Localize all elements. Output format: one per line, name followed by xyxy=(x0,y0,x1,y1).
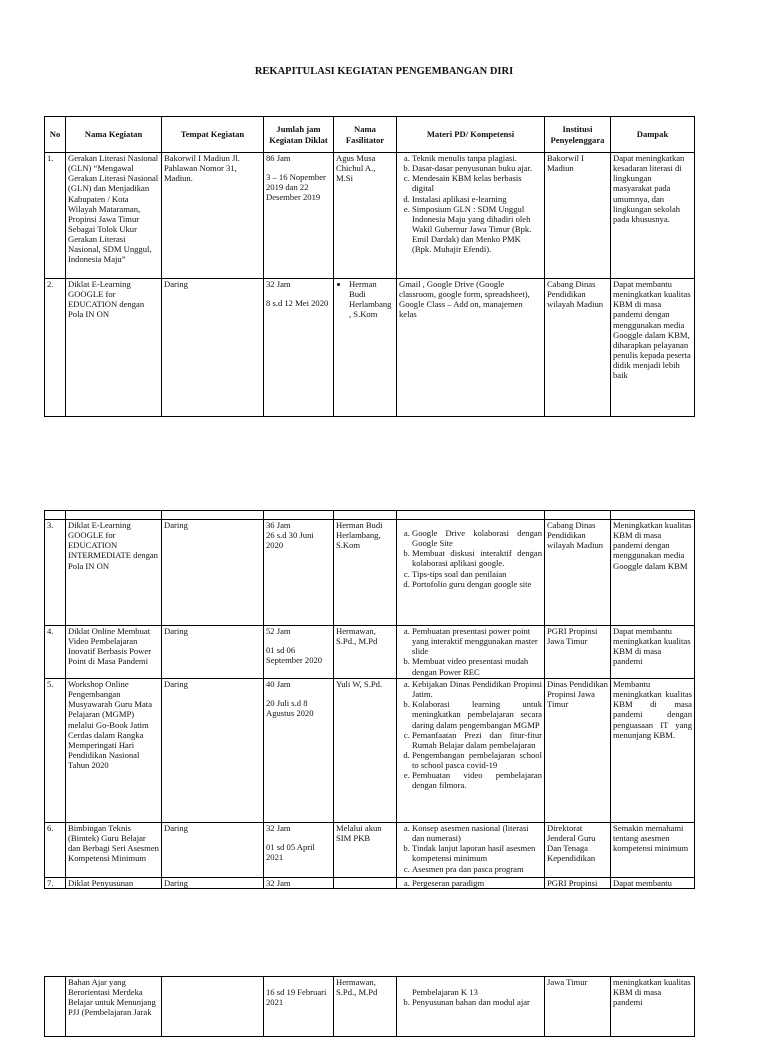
rekap-table-page-2 xyxy=(44,510,695,889)
materi-item: d. Pengembangan pembelajaran school to school pasca covid-19 xyxy=(412,750,542,770)
jam-total: 52 Jam xyxy=(266,626,291,636)
header-nama-kegiatan: Nama Kegiatan xyxy=(66,117,162,153)
materi-item: a. Teknik menulis tanpa plagiasi. xyxy=(412,153,542,163)
cell-dampak: meningkatkan kualitas KBM di masa pandemi xyxy=(611,977,695,1037)
cell-nama-kegiatan: Diklat Penyusunan xyxy=(66,878,162,889)
cell-nama-kegiatan: Diklat Online Membuat Video Pembelajaran Inovatif Berbasis Power Point di Masa Pandemi xyxy=(66,626,162,679)
jam-total: 32 Jam xyxy=(266,279,291,289)
cell-fasilitator: Hermawan, S.Pd., M.Pd xyxy=(334,626,397,679)
materi-item: d. Portofolio guru dengan google site xyxy=(412,579,542,589)
materi-item: Pembelajaran K 13 xyxy=(412,987,478,997)
cell-fasilitator: Hermawan, S.Pd., M.Pd xyxy=(334,977,397,1037)
table-row xyxy=(45,823,695,878)
table-row xyxy=(45,977,695,1037)
materi-item: a. Pergeseran paradigm xyxy=(412,878,542,888)
table-spacer-row xyxy=(45,511,695,520)
cell-tempat: Bakorwil I Madiun Jl. Pahlawan Nomor 31, Madiun. xyxy=(162,153,264,279)
cell-institusi: Direktorat Jenderal Guru Dan Tenaga Kependidikan xyxy=(545,823,611,878)
cell-institusi: PGRI Propinsi xyxy=(545,878,611,889)
cell-nama-kegiatan: Bahan Ajar yang Berorientasi Merdeka Belajar untuk Menunjang PJJ (Pembelajaran Jarak xyxy=(66,977,162,1037)
materi-item: b. Penyusunan bahan dan modul ajar xyxy=(412,997,542,1007)
jam-total: 40 Jam xyxy=(266,679,291,689)
table-row xyxy=(45,679,695,823)
materi-item: b. Membuat diskusi interaktif dengan kolaborasi aplikasi google. xyxy=(412,548,542,568)
cell-fasilitator xyxy=(334,878,397,889)
header-jumlah-jam: Jumlah jam Kegiatan Diklat xyxy=(264,117,334,153)
cell-no: 1. xyxy=(45,153,66,279)
materi-item: a. Pembuatan presentasi power point yang interaktif menggunakan master slide xyxy=(412,626,542,656)
cell-nama-kegiatan: Gerakan Literasi Nasional (GLN) “Mengawal Gerakan Literasi Nasional (GLN) dan Menjadikan Kabupaten / Kota Wilayah Mataraman, Propinsi Jawa Timur Sebagai Tolok Ukur Gerakan Literasi Nasional, SDM Unggul, Indonesia Maju” xyxy=(66,153,162,279)
cell-no: 2. xyxy=(45,279,66,417)
cell-tempat: Daring xyxy=(162,878,264,889)
cell-dampak: Meningkatkan kualitas KBM di masa pandemi dengan menggunakan media Googgle dalam KBM xyxy=(611,520,695,626)
materi-item: a. Kebijakan Dinas Pendidikan Propinsi Jatim. xyxy=(412,679,542,699)
cell-institusi: Dinas Pendidikan Propinsi Jawa Timur xyxy=(545,679,611,823)
cell-dampak: Dapat meningkatkan kesadaran literasi di lingkungan masyarakat pada umumnya, dan lingkungan sekolah pada khususnya. xyxy=(611,153,695,279)
cell-dampak: Dapat membantu xyxy=(611,878,695,889)
jam-tanggal: 20 Juli s.d 8 Agustus 2020 xyxy=(266,698,314,719)
cell-institusi: PGRI Propinsi Jawa Timur xyxy=(545,626,611,679)
jam-tanggal: 8 s.d 12 Mei 2020 xyxy=(266,298,329,309)
cell-materi xyxy=(397,153,545,279)
table-row xyxy=(45,878,695,889)
jam-total: 32 Jam xyxy=(266,823,291,833)
cell-no: 6. xyxy=(45,823,66,878)
jam-tanggal: 16 sd 19 Februari 2021 xyxy=(266,987,327,1008)
header-no: No xyxy=(45,117,66,153)
cell-materi xyxy=(397,977,545,1037)
cell-materi: Gmail , Google Drive (Google classroom, google form, spreadsheet), Google Class – Add on, manajemen kelas xyxy=(397,279,545,417)
cell-materi xyxy=(397,878,545,889)
rekap-table-page-1 xyxy=(44,116,695,417)
cell-tempat: Daring xyxy=(162,520,264,626)
cell-tempat: Daring xyxy=(162,626,264,679)
page-title: REKAPITULASI KEGIATAN PENGEMBANGAN DIRI xyxy=(254,66,514,77)
cell-fasilitator xyxy=(334,279,397,417)
materi-item: b. Membuat video presentasi mudah dengan Power REC xyxy=(412,656,542,676)
cell-jam: 32 Jam xyxy=(264,878,334,889)
cell-institusi: Bakorwil I Madiun xyxy=(545,153,611,279)
jam-total: 86 Jam xyxy=(266,153,291,163)
materi-item: c. Pemanfaatan Prezi dan fitur-fitur Rumah Belajar dalam pembelajaran xyxy=(412,730,542,750)
materi-item: b. Kolaborasi learning untuk meningkatkan pembelajaran secara daring dalam pengembangan MGMP xyxy=(412,699,542,729)
cell-dampak: Membantu meningkatkan kualitas KBM di masa pandemi dengan penguasaan IT yang menunjang KBM. xyxy=(611,679,695,823)
jam-tanggal: 3 – 16 Nopember 2019 dan 22 Desember 2019 xyxy=(266,172,326,203)
cell-tempat: Daring xyxy=(162,679,264,823)
cell-tempat: Daring xyxy=(162,823,264,878)
cell-jam xyxy=(264,977,334,1037)
cell-fasilitator: Agus Musa Chichul A., M.Si xyxy=(334,153,397,279)
materi-item: e. Simposium GLN : SDM Unggul Indonesia Maju yang dihadiri oleh Wakil Gubernur Jawa Timur (Bpk. Emil Dardak) dan Menko PMK (Bpk. Muhajir Efendi). xyxy=(412,204,542,255)
header-materi: Materi PD/ Kompetensi xyxy=(397,117,545,153)
cell-institusi: Cabang Dinas Pendidikan wilayah Madiun xyxy=(545,279,611,417)
materi-item: a. Google Drive kolaborasi dengan Google Site xyxy=(412,528,542,548)
header-dampak: Dampak xyxy=(611,117,695,153)
table-row xyxy=(45,279,695,417)
cell-no: 3. xyxy=(45,520,66,626)
cell-nama-kegiatan: Diklat E-Learning GOOGLE for EDUCATION dengan Pola IN ON xyxy=(66,279,162,417)
cell-jam xyxy=(264,279,334,417)
header-nama-fasilitator: Nama Fasilitator xyxy=(334,117,397,153)
jam-total: 36 Jam xyxy=(266,520,291,530)
table-header-row xyxy=(45,117,695,153)
table-row xyxy=(45,520,695,626)
cell-jam xyxy=(264,520,334,626)
materi-item: d. Instalasi aplikasi e-learning xyxy=(412,194,542,204)
fasilitator-item: • Herman Budi Herlambang , S.Kom xyxy=(349,279,394,320)
cell-dampak: Dapat membantu meningkatkan kualitas KBM di masa pandemi xyxy=(611,626,695,679)
materi-item: c. Asesmen pra dan pasca program xyxy=(412,864,542,874)
materi-item: c. Mendesain KBM kelas berbasis digital xyxy=(412,173,542,193)
cell-jam xyxy=(264,679,334,823)
cell-materi xyxy=(397,626,545,679)
materi-item: e. Pembuatan video pembelajaran dengan filmora. xyxy=(412,770,542,790)
cell-jam xyxy=(264,153,334,279)
cell-no: 5. xyxy=(45,679,66,823)
rekap-table-page-3 xyxy=(44,976,695,1037)
cell-tempat: Daring xyxy=(162,279,264,417)
header-institusi: Institusi Penyelenggara xyxy=(545,117,611,153)
cell-materi xyxy=(397,520,545,626)
cell-tempat xyxy=(162,977,264,1037)
cell-dampak: Semakin memahami tentang asesmen kompetensi minimum xyxy=(611,823,695,878)
cell-institusi: Cabang Dinas Pendidikan wilayah Madiun xyxy=(545,520,611,626)
jam-tanggal: 01 sd 06 September 2020 xyxy=(266,645,323,666)
cell-nama-kegiatan: Bimbingan Teknis (Bimtek) Guru Belajar dan Berbagi Seri Asesmen Kompetensi Minimum xyxy=(66,823,162,878)
cell-no: 4. xyxy=(45,626,66,679)
cell-nama-kegiatan: Workshop Online Pengembangan Musyawarah Guru Mata Pelajaran (MGMP) melalui Go-Book Jatim Cerdas dalam Rangka Memperingati Hari Pendidikan Nasional Tahun 2020 xyxy=(66,679,162,823)
materi-item: b. Dasar-dasar penyusunan buku ajar. xyxy=(412,163,542,173)
materi-item: c. Tips-tips soal dan penilaian xyxy=(412,569,542,579)
cell-nama-kegiatan: Diklat E-Learning GOOGLE for EDUCATION INTERMEDIATE dengan Pola IN ON xyxy=(66,520,162,626)
jam-tanggal: 01 sd 05 April 2021 xyxy=(266,842,315,863)
cell-institusi: Jawa Timur xyxy=(545,977,611,1037)
cell-fasilitator: Melalui akun SIM PKB xyxy=(334,823,397,878)
cell-fasilitator: Herman Budi Herlambang, S.Kom xyxy=(334,520,397,626)
table-row xyxy=(45,153,695,279)
cell-fasilitator: Yuli W, S.Pd. xyxy=(334,679,397,823)
jam-tanggal: 26 s.d 30 Juni 2020 xyxy=(266,530,314,551)
cell-jam xyxy=(264,823,334,878)
header-tempat-kegiatan: Tempat Kegiatan xyxy=(162,117,264,153)
materi-item: a. Konsep asesmen nasional (literasi dan numerasi) xyxy=(412,823,542,843)
cell-materi xyxy=(397,823,545,878)
cell-no xyxy=(45,977,66,1037)
table-row xyxy=(45,626,695,679)
cell-jam xyxy=(264,626,334,679)
cell-dampak: Dapat membantu meningkatkan kualitas KBM di masa pandemi dengan menggunakan media Googgle dalam KBM, diharapkan pelayanan penulis kepada peserta didik menjadi lebih baik xyxy=(611,279,695,417)
cell-materi xyxy=(397,679,545,823)
materi-item: b. Tindak lanjut laporan hasil asesmen kompetensi minimum xyxy=(412,843,542,863)
cell-no: 7. xyxy=(45,878,66,889)
